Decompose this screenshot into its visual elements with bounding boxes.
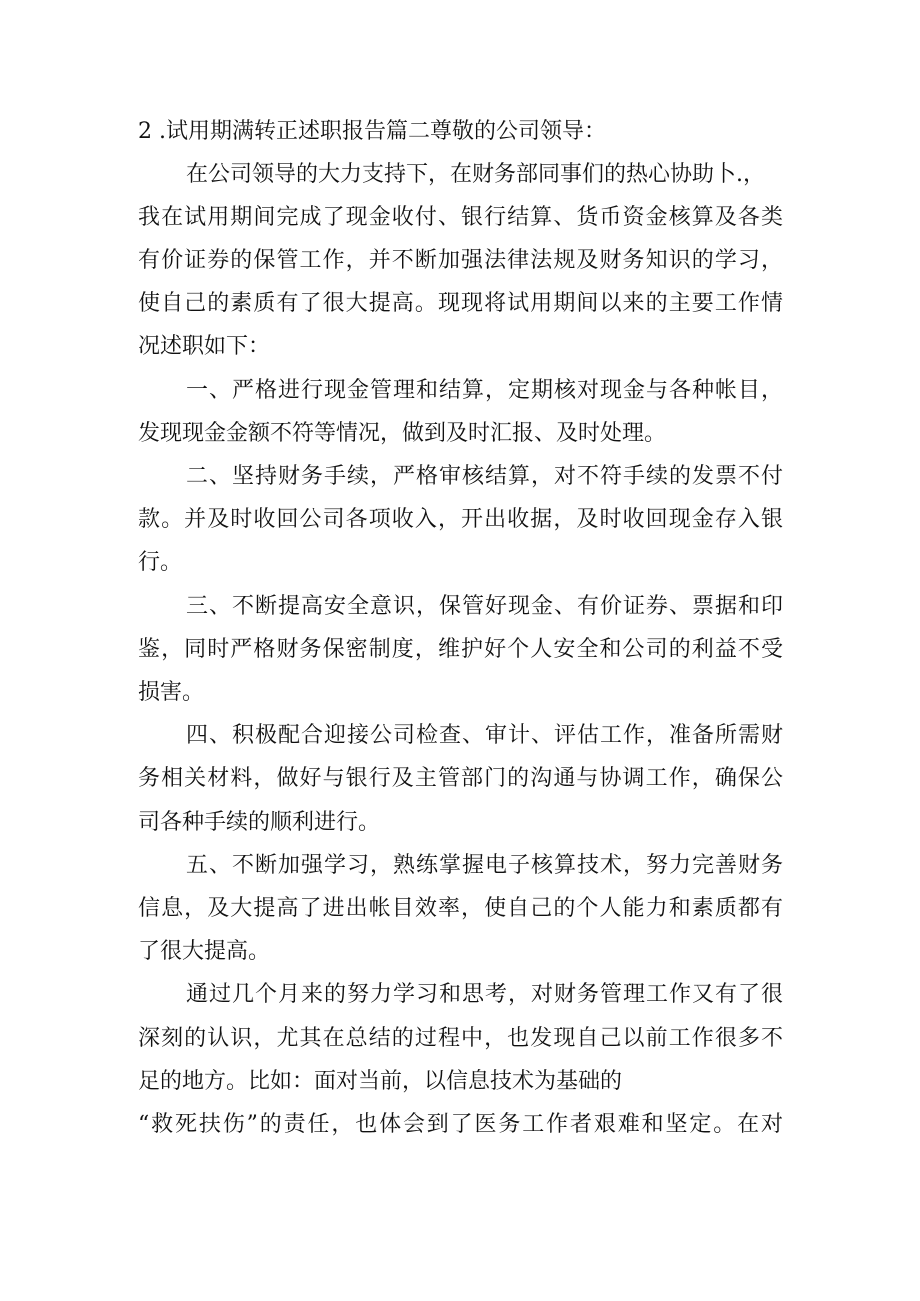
paragraph-line: 损害。 [138,680,205,705]
paragraph-line: 了很大提高。 [138,939,271,964]
paragraph-line: 足的地方。比如：面对当前，以信息技术为基础的 [138,1069,623,1094]
paragraph-line: 发现现金金额不符等情况，做到及时汇报、及时处理。 [138,421,667,446]
paragraph-line: 我在试用期间完成了现金收付、银行结算、货币资金核算及各类 [138,205,783,230]
paragraph-line: 行。 [138,550,183,575]
paragraph-line: 二、坚持财务手续，严格审核结算，对不符手续的发票不付 [186,464,783,489]
paragraph-line: 务相关材料，做好与银行及主管部门的沟通与协调工作，确保公 [138,766,783,791]
paragraph-line: 鉴，同时严格财务保密制度，维护好个人安全和公司的利益不受 [138,637,783,662]
paragraph-line: 在公司领导的大力支持下，在财务部同事们的热心协助卜.， [186,162,765,187]
paragraph-line: 深刻的认识，尤其在总结的过程中，也发现自己以前工作很多不 [138,1026,783,1051]
paragraph-line: 四、积极配合迎接公司检查、审计、评估工作，准备所需财 [186,723,783,748]
paragraph-line: 司各种手续的顺利进行。 [138,810,381,835]
paragraph-line: 五、不断加强学习，熟练掌握电子核算技术，努力完善财务 [186,853,783,878]
paragraph-line: 使自己的素质有了很大提高。现现将试用期间以来的主要工作情 [138,291,783,316]
paragraph-line: 况述职如下： [138,334,271,359]
paragraph-line: 通过几个月来的努力学习和思考，对财务管理工作又有了很 [186,982,783,1007]
paragraph-line: 有价证券的保管工作，并不断加强法律法规及财务知识的学习， [138,248,783,273]
paragraph-line: 款。并及时收回公司各项收入，开出收据，及时收回现金存入银 [138,507,783,532]
document-heading: 2 .试用期满转正述职报告篇二尊敬的公司领导： [138,119,606,144]
paragraph-line: “救死扶伤”的责任，也体会到了医务工作者艰难和坚定。在对 [138,1112,783,1137]
paragraph-line: 一、严格进行现金管理和结算，定期核对现金与各种帐目， [186,378,783,403]
paragraph-line: 三、不断提高安全意识，保管好现金、有价证券、票据和印 [186,594,783,619]
paragraph-line: 信息，及大提高了进出帐目效率，使自己的个人能力和素质都有 [138,896,783,921]
